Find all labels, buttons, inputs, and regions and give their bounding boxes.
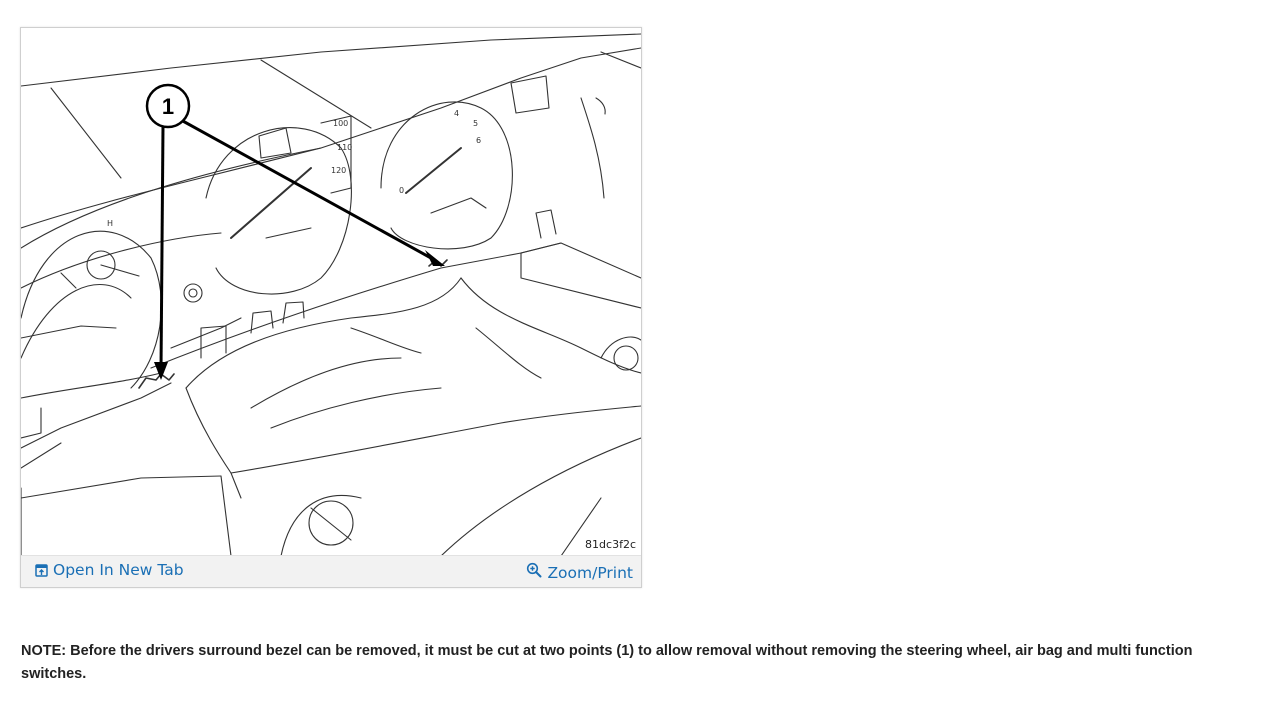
zoom-print-label: Zoom/Print: [547, 564, 633, 582]
callout-number: 1: [161, 94, 175, 119]
open-in-new-tab-link[interactable]: [35, 561, 184, 579]
note-text: NOTE: Before the drivers surround bezel can be removed, it must be cut at two points (1) to allow removal without removing the steering wheel, air bag and multi function switches.: [21, 643, 1193, 682]
zoom-in-icon: [526, 562, 542, 578]
gauge-label-4: 4: [454, 109, 460, 118]
open-in-new-tab-icon: [35, 564, 48, 577]
open-in-new-tab-label: Open In New Tab: [53, 561, 184, 579]
callout-marker: [147, 85, 189, 127]
figure-id: 81dc3f2c: [585, 538, 636, 551]
callout-arrows: [154, 120, 445, 380]
gauge-label-h: H: [107, 219, 114, 228]
figure-toolbar: [21, 555, 641, 587]
gauge-label-110: 110: [337, 143, 353, 152]
gauge-label-5: 5: [473, 119, 479, 128]
gauge-label-120: 120: [331, 166, 347, 175]
gauge-label-100: 100: [333, 119, 349, 128]
zoom-print-link[interactable]: [526, 558, 633, 582]
gauge-label-6: 6: [476, 136, 482, 145]
dash-bezel-illustration: [21, 28, 641, 556]
gauge-label-0: 0: [399, 186, 405, 195]
figure-card: [20, 27, 642, 588]
